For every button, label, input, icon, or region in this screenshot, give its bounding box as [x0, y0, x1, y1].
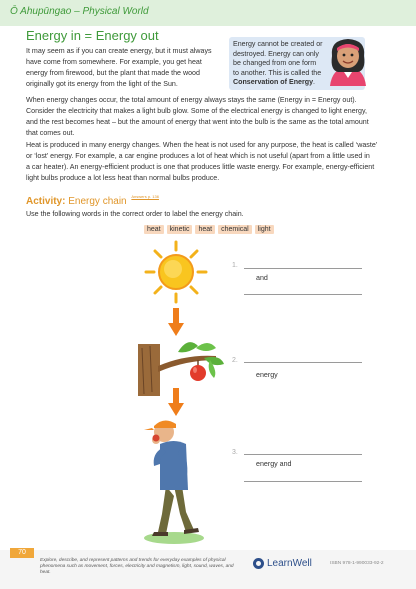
boy-walking-icon [138, 414, 208, 546]
intro-line: energy from firewood, but the plant that made the wood [26, 69, 200, 77]
header-bar [0, 0, 416, 26]
learnwell-logo-icon [253, 558, 264, 569]
chain-word: and [256, 274, 268, 282]
answer-line[interactable] [244, 362, 362, 363]
chain-word: energy and [256, 460, 292, 468]
callout-line-bold [233, 78, 329, 88]
chain-number: 1. [232, 262, 238, 269]
word-chip: heat [144, 225, 164, 234]
activity-heading [26, 194, 159, 207]
para-line: and the rest becomes heat – but the amount of energy that went into the bulb is the same as the total amount [26, 118, 369, 126]
answers-link[interactable]: Answers p. 136 [131, 194, 159, 199]
intro-paragraph [26, 46, 212, 90]
para-line: Heat is produced in many energy changes. When the heat is not used for any purpose, the heat is called ‘waste’ [26, 141, 378, 149]
activity-instruction: Use the following words in the correct order to label the energy chain. [26, 210, 244, 218]
answer-line[interactable] [244, 294, 362, 295]
girl-character-icon [324, 34, 372, 90]
answer-line[interactable] [244, 454, 362, 455]
paragraph-energy-changes [26, 95, 369, 139]
word-chip: kinetic [167, 225, 193, 234]
paragraph-heat [26, 140, 377, 184]
publisher-name: LearnWell [267, 558, 312, 569]
answer-line[interactable] [244, 481, 362, 482]
intro-line: It may seem as if you can create energy, but it must always [26, 47, 212, 55]
activity-title: Energy chain [68, 196, 127, 207]
word-bank [144, 225, 274, 234]
word-chip: heat [195, 225, 215, 234]
callout-line: Energy cannot be created or [233, 40, 323, 48]
chain-number: 2. [232, 357, 238, 364]
apple-tree-icon [136, 336, 228, 396]
chain-word: energy [256, 371, 278, 379]
section-title: Energy in = Energy out [26, 28, 159, 43]
para-line: light bulbs produce a lot less heat than normal bulbs produce. [26, 174, 220, 182]
callout-end: . [313, 78, 316, 86]
page-number: 70 [10, 548, 34, 558]
para-line: When energy changes occur, the total amount of energy always stays the same (Energy in = Energy out). [26, 96, 357, 104]
callout-line: to another. This is called the [233, 68, 322, 77]
word-chip: chemical [218, 225, 252, 234]
para-line: Consider the electricity that makes a light bulb glow. Some of the electrical energy is changed to light energy, [26, 107, 367, 115]
header-title: Ō Ahupūngao – Physical World [10, 6, 149, 17]
answer-line[interactable] [244, 268, 362, 269]
word-chip: light [255, 225, 274, 234]
para-line: that comes out. [26, 129, 75, 137]
intro-line: originally got its energy from the light of the Sun. [26, 80, 178, 88]
activity-label: Activity: [26, 196, 66, 207]
arrow-down-icon [168, 388, 184, 416]
para-line: a car heater). An energy-efficient product is one that produces little waste energy. For example, energy-efficient [26, 163, 375, 171]
para-line: or ‘lost’ energy. For example, a car engine produces a lot of heat which is not useful (apart from a little used in [26, 152, 370, 160]
sun-icon [144, 240, 208, 304]
arrow-down-icon [168, 308, 184, 336]
intro-line: have come from somewhere. For example, you get heat [26, 58, 202, 66]
callout-line: destroyed. Energy can only [233, 49, 319, 58]
conservation-term: Conservation of Energy [233, 78, 314, 86]
curriculum-text: Explore, describe, and represent patterns and trends for everyday examples of physical phenomena such as movement, forces, electricity and magnetism, light, sound, waves, and heat. [40, 558, 234, 575]
callout-line: be changed from one form [233, 59, 317, 67]
callout-text [233, 40, 329, 88]
isbn: ISBN 978-1-990033-92-2 [330, 561, 384, 566]
chain-number: 3. [232, 449, 238, 456]
